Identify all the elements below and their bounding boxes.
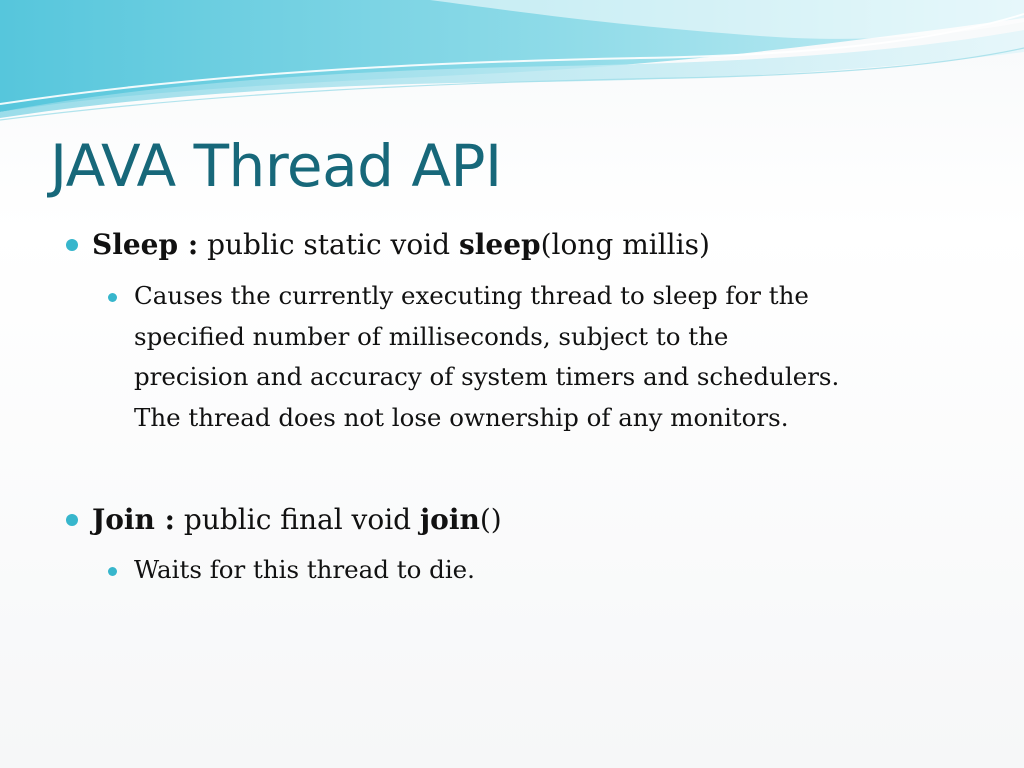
sub-bullet-dot-icon — [108, 567, 117, 576]
signature-prefix: public static void — [207, 228, 451, 261]
header-wave-decoration — [0, 0, 1024, 130]
signature-suffix: (long millis) — [540, 228, 710, 261]
description-line: The thread does not lose ownership of any monitors. — [134, 402, 789, 432]
signature-suffix: () — [479, 503, 502, 536]
sleep-description — [134, 276, 839, 438]
slide-title: JAVA Thread API — [50, 132, 502, 200]
method-name: join — [420, 503, 480, 536]
bullet-dot-icon — [66, 239, 78, 251]
bullet-dot-icon — [66, 514, 78, 526]
description-line: precision and accuracy of system timers and schedulers. — [134, 362, 840, 391]
sub-bullet-dot-icon — [108, 293, 117, 302]
method-name: sleep — [459, 228, 541, 261]
description-line: Waits for this thread to die. — [134, 555, 475, 584]
bullet-sleep — [92, 227, 710, 263]
bullet-join — [92, 502, 502, 538]
signature-prefix: public final void — [183, 503, 412, 536]
bullet-label: Sleep : — [92, 228, 199, 261]
join-description — [134, 550, 475, 591]
description-line: Causes the currently executing thread to sleep for the — [134, 281, 809, 310]
bullet-label: Join : — [92, 503, 176, 536]
description-line: specified number of milliseconds, subject to the — [134, 321, 729, 351]
